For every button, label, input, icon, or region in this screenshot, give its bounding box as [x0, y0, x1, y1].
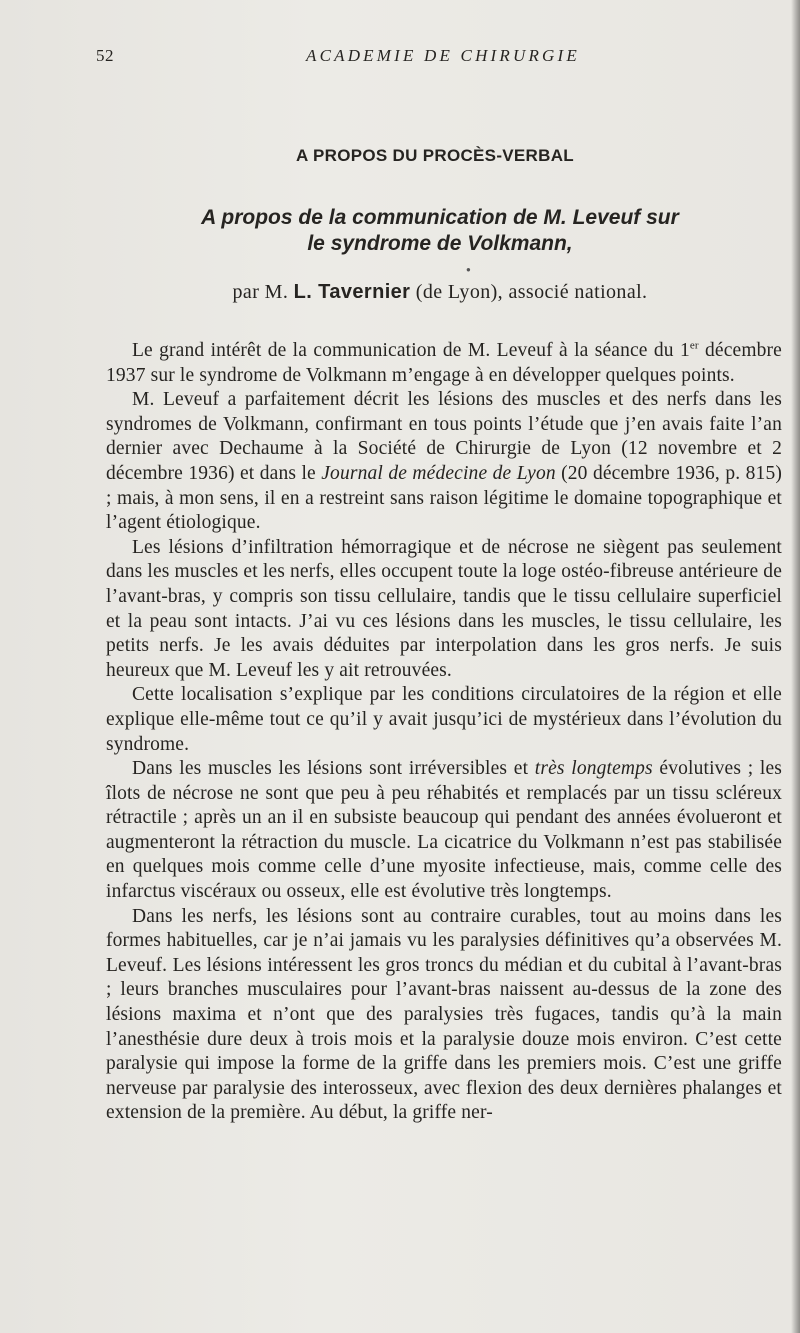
paragraph-4: Cette localisation s’explique par les conditions circulatoires de la région et elle explique elle-même tout ce qu’il y avait jusqu’ici de mystérieux dans l’évolution du syndrome. — [106, 684, 782, 755]
paragraph-1-text-b: décembre 1937 sur le syndrome de Volkmann m’engage à en développer quelques points. — [106, 340, 782, 386]
ordinal-superscript: er — [689, 339, 699, 352]
byline — [0, 281, 800, 304]
page-number: 52 — [96, 46, 114, 65]
emphasis-tres-longtemps: très longtemps — [534, 758, 653, 780]
section-title: A PROPOS DU PROCÈS-VERBAL — [296, 146, 574, 165]
separator-dot: ● — [466, 265, 471, 274]
paragraph-2-text-b: (20 décembre 1936, p. 815) ; mais, à mon sens, il en a restreint sans raison légitime le domaine topographique et l’agent étiologique. — [106, 462, 782, 534]
paragraph-5-text-b: évolutives ; les îlots de nécrose ne sont que peu à peu réhabités et remplacés par un tissu scléreux rétractile ; après un an il en subsiste beaucoup qui pendant des années évolueront et augmenteront la rétraction du muscle. La cicatrice du Volkmann n’est pas stabilisée en quelques mois comme celle d’une myosite infectieuse, mais, comme celle des infarctus viscéraux ou osseux, elle est évolutive très longtemps. — [106, 758, 783, 903]
article-title-line-1: A propos de la communication de M. Leveuf sur — [201, 206, 679, 229]
article-title-line-2: le syndrome de Volkmann, — [307, 232, 573, 255]
byline-suffix: (de Lyon), associé national. — [415, 281, 648, 303]
paragraph-1-text-a: Le grand intérêt de la communication de M. Leveuf à la séance du 1 — [132, 340, 690, 361]
page-edge-shadow — [791, 0, 800, 1333]
paragraph-5-text-a: Dans les muscles les lésions sont irréversibles et — [132, 758, 535, 780]
byline-prefix: par M. — [232, 281, 289, 303]
paragraph-6: Dans les nerfs, les lésions sont au contraire curables, tout au moins dans les formes habituelles, car je n’ai jamais vu les paralysies définitives qu’a observées M. Leveuf. Les lésions intéressent les gros troncs du médian et du cubital à l’avant-bras ; leurs branches musculaires pour l’avant-bras naissent au-dessus de la zone des lésions maxima et n’ont que des paralysies très fugaces, tandis qu’à la main l’anesthésie dure deux à trois mois et la paralysie douze mois environ. C’est cette paralysie qui impose la forme de la griffe dans les premiers mois. C’est une griffe nerveuse par paralysie des interosseux, avec flexion des deux dernières phalanges et extension de la première. Au début, la griffe ner- — [106, 905, 782, 1124]
journal-citation: Journal de médecine de Lyon — [321, 462, 556, 484]
running-head — [96, 46, 696, 68]
author-name: L. Tavernier — [293, 281, 411, 303]
paragraph-2 — [106, 388, 782, 536]
paragraph-5 — [106, 757, 782, 905]
paragraph-1 — [106, 339, 782, 388]
paragraph-3: Les lésions d’infiltration hémorragique et de nécrose ne siègent pas seulement dans les muscles et les nerfs, elles occupent toute la loge ostéo-fibreuse antérieure de l’avant-bras, y compris son tissu cellulaire, tandis que le tissu cellulaire superficiel et la peau sont intacts. J’ai vu ces lésions dans les muscles, le tissu cellulaire, les petits nerfs. Je les avais déduites par interpolation dans les gros nerfs. Je suis heureux que M. Leveuf les y ait retrouvées. — [106, 536, 782, 681]
journal-title: ACADEMIE DE CHIRURGIE — [306, 46, 580, 65]
paragraph-2-text-a: M. Leveuf a parfaitement décrit les lésions des muscles et des nerfs dans les syndromes de Volkmann, confirmant en tous points l’étude que j’en avais faite l’an dernier avec Dechaume à la Société de Chirurgie de Lyon (12 novembre et 2 décembre 1936) et dans le — [106, 389, 782, 484]
article-body — [106, 339, 782, 1126]
article-title — [0, 205, 800, 257]
